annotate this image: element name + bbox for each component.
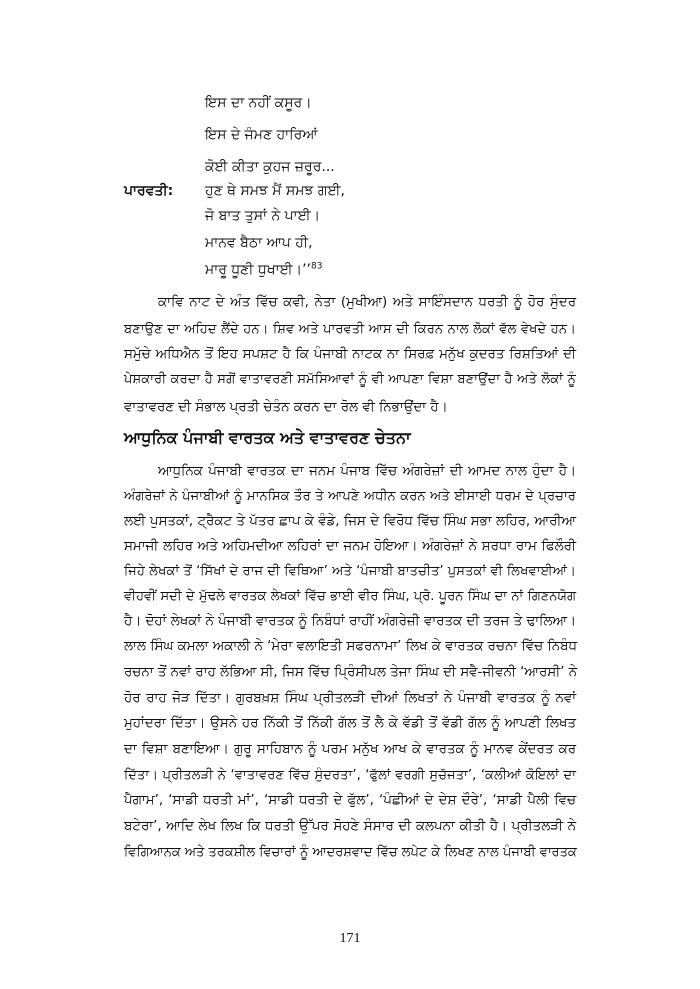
paragraph-line: ਸਮੁੱਚੇ ਅਧਿਐਨ ਤੋਂ ਇਹ ਸਪਸ਼ਟ ਹੈ ਕਿ ਪੰਜਾਬੀ ਨਾਟਕ ਨਾ ਸਿਰਫ਼ ਮਨੁੱਖ ਕੁਦਰਤ ਰਿਸ਼ਤਿਆਂ ਦੀ [124,347,576,362]
paragraph-line: ਬਟੇਰਾ’, ਆਦਿ ਲੇਖ ਲਿਖ ਕਿ ਧਰਤੀ ਉੱਪਰ ਸੋਹਣੇ ਸੰਸਾਰ ਦੀ ਕਲਪਨਾ ਕੀਤੀ ਹੈ। ਪ੍ਰੀਤਲੜੀ ਨੇ [124,819,576,834]
paragraph-line: ਹੈ। ਦੋਹਾਂ ਲੇਖਕਾਂ ਨੇ ਪੰਜਾਬੀ ਵਾਰਤਕ ਨੂੰ ਨਿਬੰਧਾਂ ਰਾਹੀਂ ਅੰਗਰੇਜ਼ੀ ਵਾਰਤਕ ਦੀ ਤਰਜ ਤੇ ਢਾਲਿਆ। [124,614,576,629]
paragraph-line: ਦਾ ਵਿਸ਼ਾ ਬਣਾਇਆ। ਗੁਰੂ ਸਾਹਿਬਾਨ ਨੂੰ ਪਰਮ ਮਨੁੱਖ ਆਖ ਕੇ ਵਾਰਤਕ ਨੂੰ ਮਾਨਵ ਕੇਂਦਰਤ ਕਰ [124,742,576,757]
section-heading: ਆਧੁਨਿਕ ਪੰਜਾਬੀ ਵਾਰਤਕ ਅਤੇ ਵਾਤਾਵਰਣ ਚੇਤਨਾ [124,428,411,447]
poem-line: ਜੋ ਬਾਤ ਤੁਸਾਂ ਨੇ ਪਾਈ। [205,208,321,224]
paragraph-line: ਹੋਰ ਰਾਹ ਜੋੜ ਦਿੱਤਾ। ਗੁਰਬਖ਼ਸ਼ ਸਿੰਘ ਪ੍ਰੀਤਲੜੀ ਦੀਆਂ ਲਿਖਤਾਂ ਨੇ ਪੰਜਾਬੀ ਵਾਰਤਕ ਨੂੰ ਨਵਾਂ [124,691,576,706]
paragraph-line: ਵਾਤਾਵਰਣ ਦੀ ਸੰਭਾਲ ਪ੍ਰਤੀ ਚੇਤੰਨ ਕਰਨ ਦਾ ਰੋਲ ਵੀ ਨਿਭਾਉਂਦਾ ਹੈ। [124,400,448,415]
poem-line: ਮਾਨਵ ਬੈਠਾ ਆਪ ਹੀ, [205,235,313,251]
paragraph-line: ਪੇਸ਼ਕਾਰੀ ਕਰਦਾ ਹੈ ਸਗੋਂ ਵਾਤਾਵਰਣੀ ਸਮੱਸਿਆਵਾਂ ਨੂੰ ਵੀ ਆਪਣਾ ਵਿਸ਼ਾ ਬਣਾਉਂਦਾ ਹੈ ਅਤੇ ਲੋਕਾਂ ਨੂੰ [124,372,576,387]
speaker-label: ਪਾਰਵਤੀ: [124,183,174,199]
footnote-ref: 83 [310,261,323,272]
paragraph-line: ਪੈਗਾਮ’, ‘ਸਾਡੀ ਧਰਤੀ ਮਾਂ’, ‘ਸਾਡੀ ਧਰਤੀ ਦੇ ਫੁੱਲ’, ‘ਪੰਛੀਆਂ ਦੇ ਦੇਸ਼ ਦੌਰੇ’, ‘ਸਾਡੀ ਪੈਲੀ ਵਿਚ [124,793,576,808]
paragraph-line: ਦਿੱਤਾ। ਪ੍ਰੀਤਲੜੀ ਨੇ ‘ਵਾਤਾਵਰਣ ਵਿੱਚ ਸੁੰਦਰਤਾ’, ‘ਫੁੱਲਾਂ ਵਰਗੀ ਸੁਚੱਜਤਾ’, ‘ਕਲੀਆਂ ਕੋਇਲਾਂ ਦਾ [124,768,576,783]
paragraph-line: ਜਿਹੇ ਲੇਖਕਾਂ ਤੋਂ ‘ਸਿੱਖਾਂ ਦੇ ਰਾਜ ਦੀ ਵਿਥਿਆ’ ਅਤੇ ‘ਪੰਜਾਬੀ ਬਾਤਚੀਤ’ ਪੁਸਤਕਾਂ ਵੀ ਲਿਖਵਾਈਆਂ। [124,564,576,579]
paragraph-line: ਵਿਗਿਆਨਕ ਅਤੇ ਤਰਕਸ਼ੀਲ ਵਿਚਾਰਾਂ ਨੂੰ ਆਦਰਸ਼ਵਾਦ ਵਿੱਚ ਲਪੇਟ ਕੇ ਲਿਖਣ ਨਾਲ ਪੰਜਾਬੀ ਵਾਰਤਕ [124,845,577,860]
poem-line-text: ਮਾਰੂ ਧੂਣੀ ਧੁਖਾਈ।’’ [205,262,311,278]
page-number: 171 [339,931,361,946]
poem-line: ਇਸ ਦੇ ਜੰਮਣ ਹਾਰਿਆਂ [205,127,318,143]
poem-line: ਇਸ ਦਾ ਨਹੀਂ ਕਸੂਰ। [205,95,312,111]
paragraph-line: ਸਮਾਜੀ ਲਹਿਰ ਅਤੇ ਅਹਿਮਦੀਆ ਲਹਿਰਾਂ ਦਾ ਜਨਮ ਹੋਇਆ। ਅੰਗਰੇਜ਼ਾਂ ਨੇ ਸ਼ਰਧਾ ਰਾਮ ਫਿਲੌਰੀ [124,539,576,554]
paragraph-line: ਮੁਹਾਂਦਰਾ ਦਿੱਤਾ। ਉਸਨੇ ਹਰ ਨਿੱਕੀ ਤੋਂ ਨਿੱਕੀ ਗੱਲ ਤੋਂ ਲੈ ਕੇ ਵੱਡੀ ਤੋਂ ਵੱਡੀ ਗੱਲ ਨੂੰ ਆਪਣੀ ਲਿਖਤ [124,716,576,731]
paragraph-line: ਆਧੁਨਿਕ ਪੰਜਾਬੀ ਵਾਰਤਕ ਦਾ ਜਨਮ ਪੰਜਾਬ ਵਿੱਚ ਅੰਗਰੇਜ਼ਾਂ ਦੀ ਆਮਦ ਨਾਲ ਹੁੰਦਾ ਹੈ। [158,464,576,479]
poem-line-last [205,260,322,280]
poem-line: ਕੋਈ ਕੀਤਾ ਕੁਹਜ ਜ਼ਰੂਰ... [205,159,335,175]
paragraph-line: ਬਣਾਉਣ ਦਾ ਅਹਿਦ ਲੈਂਦੇ ਹਨ। ਸ਼ਿਵ ਅਤੇ ਪਾਰਵਤੀ ਆਸ ਦੀ ਕਿਰਨ ਨਾਲ ਲੋਕਾਂ ਵੱਲ ਵੇਖਦੇ ਹਨ। [124,322,576,337]
paragraph-line: ਅੰਗਰੇਜ਼ਾਂ ਨੇ ਪੰਜਾਬੀਆਂ ਨੂੰ ਮਾਨਸਿਕ ਤੌਰ ਤੇ ਆਪਣੇ ਅਧੀਨ ਕਰਨ ਅਤੇ ਈਸਾਈ ਧਰਮ ਦੇ ਪ੍ਰਚਾਰ [124,489,576,504]
paragraph-line: ਵੀਹਵੀਂ ਸਦੀ ਦੇ ਮੁੱਢਲੇ ਵਾਰਤਕ ਲੇਖਕਾਂ ਵਿੱਚ ਭਾਈ ਵੀਰ ਸਿੰਘ, ਪ੍ਰੋ. ਪੂਰਨ ਸਿੰਘ ਦਾ ਨਾਂ ਗਿਣਨਯੋਗ [124,589,576,604]
paragraph-line: ਕਾਵਿ ਨਾਟ ਦੇ ਅੰਤ ਵਿੱਚ ਕਵੀ, ਨੇਤਾ (ਮੁਖੀਆ) ਅਤੇ ਸਾਇੰਸਦਾਨ ਧਰਤੀ ਨੂੰ ਹੋਰ ਸੁੰਦਰ [158,295,576,310]
paragraph-line: ਲਈ ਪੁਸਤਕਾਂ, ਟ੍ਰੈਕਟ ਤੇ ਪੱਤਰ ਛਾਪ ਕੇ ਵੰਡੇ, ਜਿਸ ਦੇ ਵਿਰੋਧ ਵਿੱਚ ਸਿੰਘ ਸਭਾ ਲਹਿਰ, ਆਰੀਆ [124,514,576,529]
poem-line: ਹੁਣ ਥੇ ਸਮਝ ਮੈਂ ਸਮਝ ਗਈ, [205,183,345,199]
paragraph-line: ਲਾਲ ਸਿੰਘ ਕਮਲਾ ਅਕਾਲੀ ਨੇ ‘ਮੇਰਾ ਵਲਾਇਤੀ ਸਫਰਨਾਮਾ’ ਲਿਖ ਕੇ ਵਾਰਤਕ ਰਚਨਾ ਵਿੱਚ ਨਿਬੰਧ [124,639,577,654]
paragraph-line: ਰਚਨਾ ਤੋਂ ਨਵਾਂ ਰਾਹ ਲੱਭਿਆ ਸੀ, ਜਿਸ ਵਿੱਚ ਪ੍ਰਿੰਸੀਪਲ ਤੇਜਾ ਸਿੰਘ ਦੀ ਸਵੈ-ਜੀਵਨੀ ‘ਆਰਸੀ’ ਨੇ [124,665,578,680]
